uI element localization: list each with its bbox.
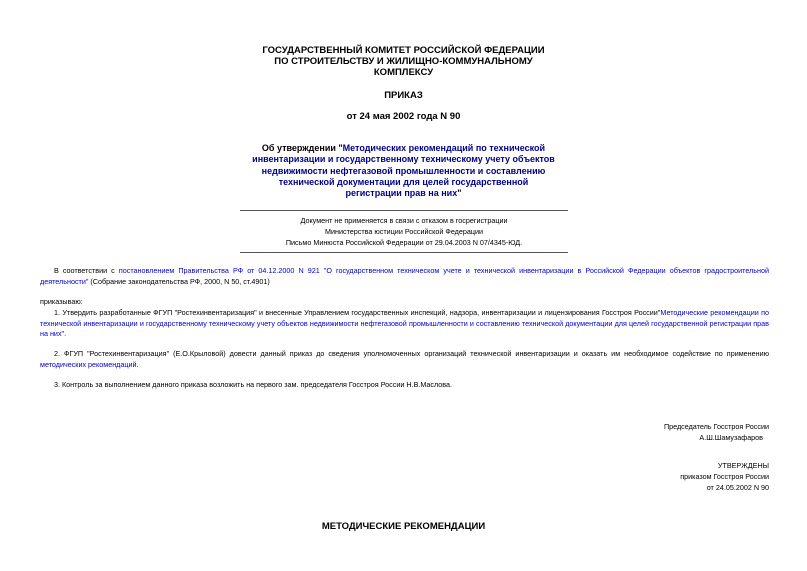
approval-block — [680, 460, 769, 493]
approval-date: от 24.05.2002 N 90 — [706, 483, 769, 492]
issuer-header — [0, 45, 807, 78]
note-top-divider — [240, 210, 568, 211]
signatory-name: А.Ш.Шамузафаров — [699, 433, 763, 442]
status-note-line-2: Министерства юстиции Российской Федерации — [325, 227, 483, 236]
note-bottom-divider — [240, 252, 568, 253]
item1-suffix: ". — [61, 329, 67, 338]
preamble-prefix: В соответствии с — [54, 266, 119, 275]
status-note-line-3: Письмо Минюста Российской Федерации от 29.04.2003 N 07/4345-ЮД. — [285, 238, 523, 247]
recommendations-link[interactable]: Методические рекомендации по технической инвентаризации и государственному техническому учету объектов недвижимости нефтегазовой промышленности и составлению технической документации для целей государственной регистрации прав на них — [40, 308, 769, 338]
section-title: МЕТОДИЧЕСКИЕ РЕКОМЕНДАЦИИ — [321, 521, 486, 532]
document-title — [250, 143, 557, 199]
issuer-line-1: ГОСУДАРСТВЕННЫЙ КОМИТЕТ РОССИЙСКОЙ ФЕДЕРАЦИИ — [262, 45, 545, 56]
order-item-3: 3. Контроль за выполнением данного приказа возложить на первого зам. председателя Госстроя России Н.В.Маслова. — [54, 380, 453, 389]
preamble-suffix: (Собрание законодательства РФ, 2000, N 50, ст.4901) — [88, 276, 270, 286]
order-item-1 — [40, 308, 769, 340]
signatory-position: Председатель Госстроя России — [663, 422, 769, 431]
preamble-paragraph — [40, 266, 769, 287]
methodical-recommendations-link[interactable]: методических рекомендаций — [40, 359, 137, 369]
approval-label: УТВЕРЖДЕНЫ — [717, 461, 769, 470]
title-prefix: Об утверждении " — [261, 143, 343, 153]
document-type: ПРИКАЗ — [384, 90, 423, 101]
item2-suffix: . — [136, 359, 139, 369]
order-item-2 — [40, 349, 769, 370]
title-link[interactable]: Методических рекомендаций по технической инвентаризации и государственному техническому учету объектов недвижимости нефтегазовой промышленности и составлению технической документации для целей государственной регистрации прав на них — [252, 143, 555, 199]
issuer-line-3: КОМПЛЕКСУ — [373, 67, 434, 78]
item2-prefix: 2. ФГУП "Ростехинвентаризация" (Е.О.Крыловой) довести данный приказ до сведения уполномоченных организаций технической инвентаризации и оказать им необходимое содействие по применению — [54, 349, 769, 358]
approval-source: приказом Госстроя России — [680, 472, 769, 481]
status-note-line-1: Документ не применяется в связи с отказом в госрегистрации — [300, 216, 508, 225]
regulation-link[interactable]: постановлением Правительства РФ от 04.12.2000 N 921 "О государственном техническом учете и технической инвентаризации в Российской Федерации объектов градостроительной деятельности" — [40, 266, 770, 286]
order-word: приказываю: — [40, 297, 83, 306]
document-date: от 24 мая 2002 года N 90 — [346, 111, 461, 122]
title-suffix: " — [457, 188, 462, 199]
issuer-line-2: ПО СТРОИТЕЛЬСТВУ И ЖИЛИЩНО-КОММУНАЛЬНОМУ — [274, 56, 533, 67]
status-note — [240, 215, 568, 248]
signature-block — [664, 421, 769, 443]
item1-prefix: 1. Утвердить разработанные ФГУП "Ростехинвентаризация" и внесенные Управлением государственных инспекций, надзора, инвентаризации и лицензирования Госстроя России" — [54, 308, 661, 317]
